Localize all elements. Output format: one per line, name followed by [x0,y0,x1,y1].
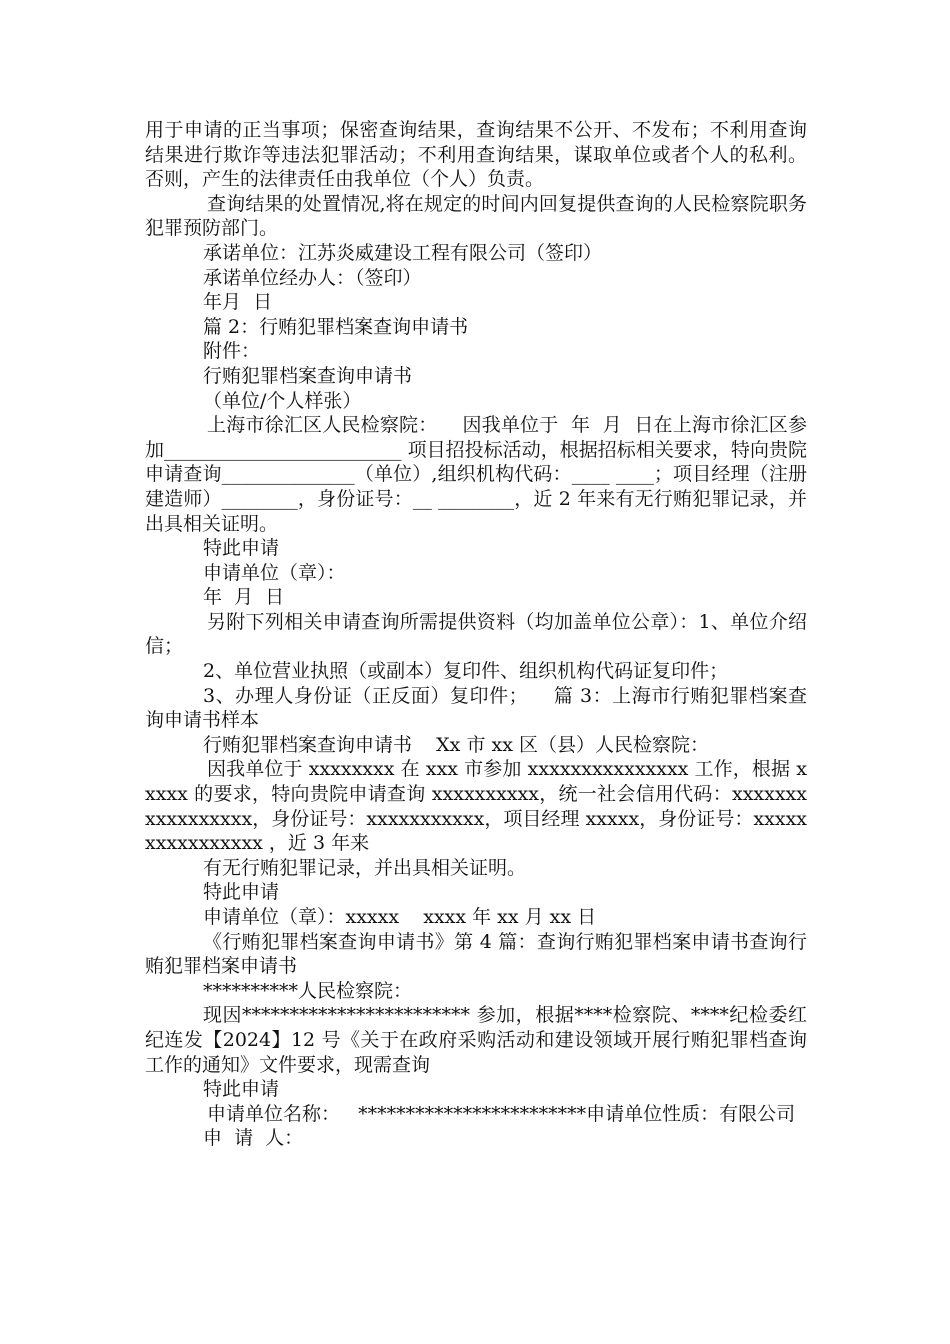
paragraph-section-3-body: 因我单位于 xxxxxxxx 在 xxx 市参加 xxxxxxxxxxxxxxx 工作，根据 xxxxx 的要求，特向贵院申请查询 xxxxxxxxxx，统一社会信用代码：xxxxxxxxxxxxxxxxx，身份证号：xxxxxxxxxxx，项目经理 xxxxx，身份证号：xxxxxxxxxxxxxxxx ，近 3 年来 [145,758,807,855]
paragraph-required-materials: 另附下列相关申请查询所需提供资料（均加盖单位公章）：1、单位介绍信； [145,610,807,658]
paragraph-section-3-continued: 有无行贿犯罪记录，并出具相关证明。 [203,856,527,879]
paragraph-section-4-body: 现因************************ 参加，根据****检察院、****纪检委红纪连发【2024】12 号《关于在政府采购活动和建设领域开展行贿犯罪档查询工作的通知》文件要求，现需查询 [145,1004,807,1076]
paragraph-section-3-title: 行贿犯罪档案查询申请书 Xx 市 xx 区（县）人民检察院： [203,733,709,756]
paragraph-procuratorate-addressee: **********人民检察院： [203,979,413,1002]
paragraph-applicant-seal-1: 申请单位（章）： [203,561,346,584]
paragraph-date-1: 年月 日 [203,291,273,314]
paragraph-applicant-seal-2: 申请单位（章）：xxxxx xxxx 年 xx 月 xx 日 [203,906,597,928]
paragraph-applicant-person: 申 请 人： [203,1127,304,1150]
paragraph-application-title: 行贿犯罪档案查询申请书 [203,364,413,387]
paragraph-date-2: 年 月 日 [203,586,285,609]
document-body [145,118,807,1151]
paragraph-sample-note: （单位/个人样张） [203,389,362,412]
paragraph-material-3-section-3: 3、办理人身份证（正反面）复印件； 篇 3：上海市行贿犯罪档案查询申请书样本 [145,684,807,732]
paragraph-xuhui-application: 上海市徐汇区人民检察院： 因我单位于 年 月 日在上海市徐汇区参加_________________________ 项目招投标活动，根据招标相关要求，特向贵院申请查询______________（单位）,组织机构代码：____ ____；项目经理（注册建造师）________，身份证号：__ ________，近 2 年来有无行贿犯罪记录，并出具相关证明。 [145,414,807,535]
paragraph-section-4-heading: 《行贿犯罪档案查询申请书》第 4 篇：查询行贿犯罪档案申请书查询行贿犯罪档案申请书 [145,930,807,978]
paragraph-section-2-heading: 篇 2：行贿犯罪档案查询申请书 [203,315,469,338]
paragraph-hereby-apply-3: 特此申请 [203,1078,280,1101]
paragraph-result-handling: 查询结果的处置情况,将在规定的时间内回复提供查询的人民检察院职务犯罪预防部门。 [145,192,807,240]
paragraph-unit-handler: 承诺单位经办人：（签印） [203,266,422,289]
paragraph-commitment-terms: 用于申请的正当事项；保密查询结果，查询结果不公开、不发布；不利用查询结果进行欺诈等违法犯罪活动；不利用查询结果，谋取单位或者个人的私利。否则，产生的法律责任由我单位（个人）负责。 [145,119,807,191]
paragraph-committing-unit: 承诺单位：江苏炎威建设工程有限公司（签印） [203,241,603,264]
paragraph-material-2: 2、单位营业执照（或副本）复印件、组织机构代码证复印件； [203,660,729,683]
paragraph-hereby-apply-1: 特此申请 [203,537,280,560]
paragraph-attachment-label: 附件： [203,340,261,363]
paragraph-applicant-unit-name: 申请单位名称： ************************申请单位性质：有限公司 [207,1102,796,1125]
paragraph-hereby-apply-2: 特此申请 [203,881,280,904]
